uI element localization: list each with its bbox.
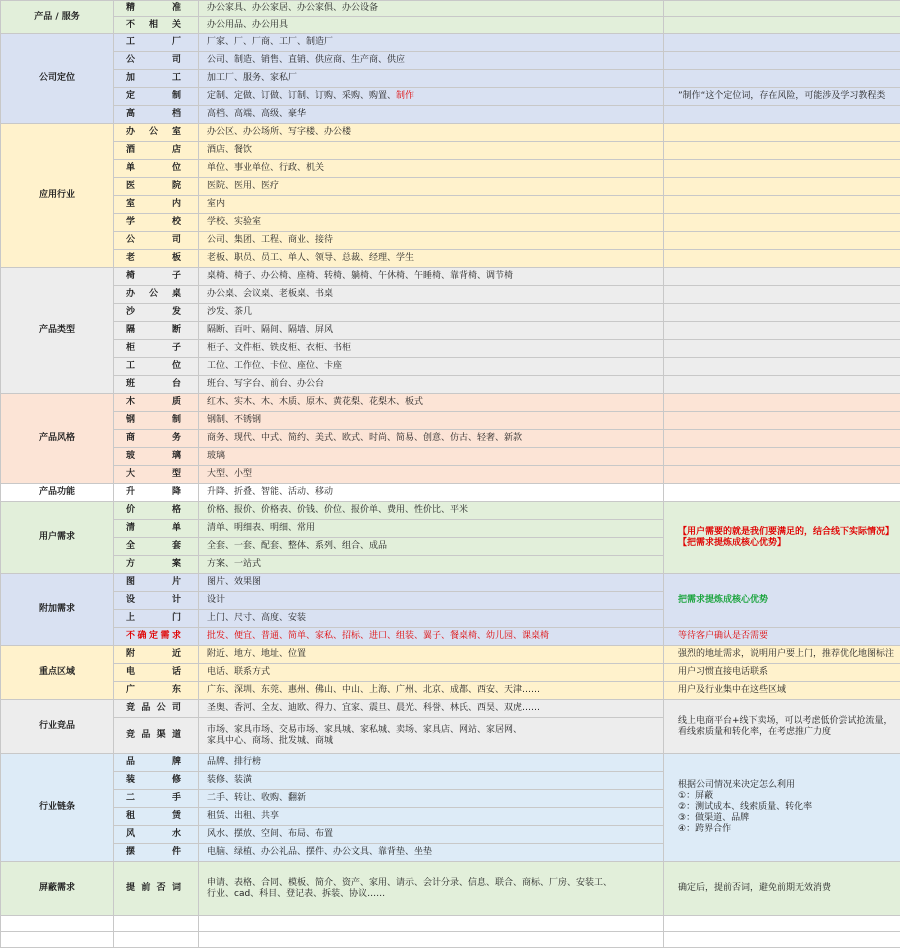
- subcategory-label: 品牌: [114, 754, 199, 772]
- keyword-cell: 办公区、办公场所、写字楼、办公楼: [199, 124, 664, 142]
- note-cell: [664, 286, 900, 304]
- note-cell: 确定后，提前否词，避免前期无效消费: [664, 862, 900, 916]
- subcategory-label: 升降: [114, 484, 199, 502]
- empty-cell: [199, 932, 664, 948]
- note-cell: [664, 160, 900, 178]
- subcategory-label: 公司: [114, 232, 199, 250]
- note-cell: 用户习惯直接电话联系: [664, 664, 900, 682]
- keyword-cell: 加工厂、服务、家私厂: [199, 70, 664, 88]
- empty-row: [1, 916, 900, 932]
- keyword-cell: 公司、集团、工程、商业、接待: [199, 232, 664, 250]
- table-row: [1, 214, 900, 232]
- keyword-cell: 红木、实木、木、木质、原木、黄花梨、花梨木、板式: [199, 394, 664, 412]
- subcategory-label: 摆件: [114, 844, 199, 862]
- note-cell: [664, 34, 900, 52]
- table-row: [1, 52, 900, 70]
- keyword-cell: 学校、实验室: [199, 214, 664, 232]
- note-cell: ”制作“这个定位词，存在风险，可能涉及学习教程类: [664, 88, 900, 106]
- keyword-cell: 设计: [199, 592, 664, 610]
- table-row: [1, 646, 900, 664]
- table-row: [1, 34, 900, 52]
- category-product-service: 产品 / 服务: [1, 1, 114, 34]
- keyword-cell: 班台、写字台、前台、办公台: [199, 376, 664, 394]
- table-row: [1, 376, 900, 394]
- note-cell: [664, 322, 900, 340]
- keyword-cell: 老板、职员、员工、单人、领导、总裁、经理、学生: [199, 250, 664, 268]
- category-key-region: 重点区域: [1, 646, 114, 700]
- keyword-cell: 大型、小型: [199, 466, 664, 484]
- note-cell: [664, 106, 900, 124]
- note-cell: [664, 124, 900, 142]
- keyword-cell: 清单、明细表、明细、常用: [199, 520, 664, 538]
- note-cell: [664, 340, 900, 358]
- keyword-cell: 风水、摆放、空间、布局、布置: [199, 826, 664, 844]
- table-row: [1, 574, 900, 592]
- subcategory-label: 价格: [114, 502, 199, 520]
- note-cell: [664, 466, 900, 484]
- keyword-cell: 厂家、厂、厂商、工厂、制造厂: [199, 34, 664, 52]
- note-cell: [664, 268, 900, 286]
- subcategory-label-uncertain: 不确定需求: [114, 628, 199, 646]
- note-cell: [664, 196, 900, 214]
- subcategory-label: 工位: [114, 358, 199, 376]
- keyword-cell: 办公家具、办公家居、办公家俱、办公设备: [199, 1, 664, 17]
- note-cell: [664, 70, 900, 88]
- subcategory-label: 玻璃: [114, 448, 199, 466]
- note-cell: 用户及行业集中在这些区域: [664, 682, 900, 700]
- subcategory-label: 电话: [114, 664, 199, 682]
- table-row: [1, 106, 900, 124]
- keyword-cell: 电脑、绿植、办公礼品、摆件、办公文具、靠背垫、坐垫: [199, 844, 664, 862]
- empty-cell: [114, 932, 199, 948]
- subcategory-label: 风水: [114, 826, 199, 844]
- subcategory-label: 学校: [114, 214, 199, 232]
- category-industry-competitors: 行业竞品: [1, 700, 114, 754]
- keyword-cell: 沙发、茶几: [199, 304, 664, 322]
- subcategory-label: 钢制: [114, 412, 199, 430]
- table-row: [1, 862, 900, 916]
- note-cell-uncertain: 等待客户确认是否需要: [664, 628, 900, 646]
- subcategory-label: 精准: [114, 1, 199, 17]
- subcategory-label: 租赁: [114, 808, 199, 826]
- keyword-cell: 医院、医用、医疗: [199, 178, 664, 196]
- subcategory-label: 班台: [114, 376, 199, 394]
- empty-row: [1, 932, 900, 948]
- note-cell: [664, 17, 900, 34]
- note-cell: [664, 412, 900, 430]
- keyword-cell: 市场、家具市场、交易市场、家具城、家私城、卖场、家具店、网站、家居网、 家具中心、商场、批发城、商城: [199, 718, 664, 754]
- subcategory-label: 隔断: [114, 322, 199, 340]
- note-cell: [664, 1, 900, 17]
- category-additional-demand: 附加需求: [1, 574, 114, 646]
- subcategory-label: 单位: [114, 160, 199, 178]
- keyword-cell: 高档、高端、高级、豪华: [199, 106, 664, 124]
- keyword-cell: 商务、现代、中式、简约、美式、欧式、时尚、简易、创意、仿古、轻奢、新款: [199, 430, 664, 448]
- subcategory-label: 商务: [114, 430, 199, 448]
- subcategory-label: 清单: [114, 520, 199, 538]
- subcategory-label: 竞品公司: [114, 700, 199, 718]
- subcategory-label: 办公室: [114, 124, 199, 142]
- note-cell: [664, 214, 900, 232]
- user-demand-note: 【用户需要的就是我们要满足的，结合线下实际情况】 【把需求提炼成核心优势】: [664, 502, 900, 574]
- table-row: [1, 682, 900, 700]
- subcategory-label: 沙发: [114, 304, 199, 322]
- keyword-cell: 钢制、不锈钢: [199, 412, 664, 430]
- note-cell: [664, 142, 900, 160]
- subcategory-label: 定制: [114, 88, 199, 106]
- note-cell: [664, 448, 900, 466]
- table-row: [1, 358, 900, 376]
- keyword-cell: 装修、装潢: [199, 772, 664, 790]
- category-industry-chain: 行业链条: [1, 754, 114, 862]
- table-row: [1, 124, 900, 142]
- keyword-cell: 办公用品、办公用具: [199, 17, 664, 34]
- note-cell: [664, 178, 900, 196]
- subcategory-label: 提前否词: [114, 862, 199, 916]
- keyword-cell: 上门、尺寸、高度、安装: [199, 610, 664, 628]
- subcategory-label: 竞品渠道: [114, 718, 199, 754]
- category-product-type: 产品类型: [1, 268, 114, 394]
- keyword-cell: 电话、联系方式: [199, 664, 664, 682]
- subcategory-label: 大型: [114, 466, 199, 484]
- keyword-cell: 工位、工作位、卡位、座位、卡座: [199, 358, 664, 376]
- table-row: [1, 88, 900, 106]
- table-row: [1, 268, 900, 286]
- note-cell: [664, 484, 900, 502]
- subcategory-label: 加工: [114, 70, 199, 88]
- category-blocked-demand: 屏蔽需求: [1, 862, 114, 916]
- table-row: [1, 286, 900, 304]
- table-row: [1, 430, 900, 448]
- table-row: [1, 340, 900, 358]
- table-row: [1, 448, 900, 466]
- competitor-note: 线上电商平台+线下卖场，可以考虑低价尝试抢流量， 看线索质量和转化率，在考虑推广力度: [664, 700, 900, 754]
- table-row: [1, 628, 900, 646]
- category-product-style: 产品风格: [1, 394, 114, 484]
- note-cell: [664, 394, 900, 412]
- subcategory-label: 老板: [114, 250, 199, 268]
- keyword-cell: 广东、深圳、东莞、惠州、佛山、中山、上海、广州、北京、成都、西安、天津……: [199, 682, 664, 700]
- subcategory-label: 木质: [114, 394, 199, 412]
- additional-demand-note: 把需求提炼成核心优势: [664, 574, 900, 628]
- subcategory-label: 设计: [114, 592, 199, 610]
- subcategory-label: 全套: [114, 538, 199, 556]
- note-cell: [664, 52, 900, 70]
- subcategory-label: 工厂: [114, 34, 199, 52]
- keyword-cell: 圣奥、香河、全友、迪欧、得力、宜家、震旦、晨光、科誉、林氏、西昊、双虎……: [199, 700, 664, 718]
- keyword-cell: 定制、定做、订做、订制、订购、采购、购置、制作: [199, 88, 664, 106]
- keyword-cell: 方案、一站式: [199, 556, 664, 574]
- subcategory-label: 附近: [114, 646, 199, 664]
- table-row: [1, 502, 900, 520]
- subcategory-label: 广东: [114, 682, 199, 700]
- subcategory-label: 柜子: [114, 340, 199, 358]
- keyword-cell: 全套、一套、配套、整体、系列、组合、成品: [199, 538, 664, 556]
- table-row: [1, 394, 900, 412]
- subcategory-label: 二手: [114, 790, 199, 808]
- keyword-cell: 附近、地方、地址、位置: [199, 646, 664, 664]
- category-product-function: 产品功能: [1, 484, 114, 502]
- table-row: [1, 304, 900, 322]
- keyword-cell: 办公桌、会议桌、老板桌、书桌: [199, 286, 664, 304]
- risky-keyword: 制作: [396, 91, 414, 101]
- note-cell: [664, 232, 900, 250]
- subcategory-label: 图片: [114, 574, 199, 592]
- subcategory-label: 公司: [114, 52, 199, 70]
- table-row: [1, 250, 900, 268]
- table-row: [1, 196, 900, 214]
- table-row: [1, 664, 900, 682]
- note-cell: [664, 250, 900, 268]
- subcategory-label: 方案: [114, 556, 199, 574]
- table-row: [1, 178, 900, 196]
- category-user-demand: 用户需求: [1, 502, 114, 574]
- note-cell: 强烈的地址需求，说明用户要上门，推荐优化地图标注: [664, 646, 900, 664]
- subcategory-label: 不相关: [114, 17, 199, 34]
- table-row: [1, 412, 900, 430]
- keyword-cell: 室内: [199, 196, 664, 214]
- subcategory-label: 酒店: [114, 142, 199, 160]
- note-cell: [664, 430, 900, 448]
- subcategory-label: 室内: [114, 196, 199, 214]
- keyword-cell: 品牌、排行榜: [199, 754, 664, 772]
- keyword-cell: 公司、制造、销售、直销、供应商、生产商、供应: [199, 52, 664, 70]
- table-row: [1, 17, 900, 34]
- empty-cell: [199, 916, 664, 932]
- keyword-cell: 桌椅、椅子、办公椅、座椅、转椅、躺椅、午休椅、午睡椅、靠背椅、调节椅: [199, 268, 664, 286]
- table-row: [1, 466, 900, 484]
- note-cell: [664, 358, 900, 376]
- industry-chain-note: 根据公司情况来决定怎么利用 ①：屏蔽 ②：测试成本、线索质量、转化率 ③：做渠道、品牌 ④：跨界合作: [664, 754, 900, 862]
- empty-cell: [114, 916, 199, 932]
- table-row: [1, 700, 900, 718]
- table-row: [1, 754, 900, 772]
- subcategory-label: 椅子: [114, 268, 199, 286]
- keyword-cell: 二手、转让、收购、翻新: [199, 790, 664, 808]
- empty-cell: [664, 916, 900, 932]
- table-row: [1, 70, 900, 88]
- subcategory-label: 高档: [114, 106, 199, 124]
- keyword-cell: 酒店、餐饮: [199, 142, 664, 160]
- table-row: [1, 484, 900, 502]
- keyword-cell: 图片、效果图: [199, 574, 664, 592]
- keyword-cell: 申请、表格、合同、模板、简介、资产、家用、请示、会计分录、信息、联合、商标、厂房、安装工、 行业、cad、科目、登记表、拆装、协议……: [199, 862, 664, 916]
- keyword-cell: 租赁、出租、共享: [199, 808, 664, 826]
- keyword-cell: 价格、报价、价格表、价钱、价位、报价单、费用、性价比、平米: [199, 502, 664, 520]
- subcategory-label: 装修: [114, 772, 199, 790]
- keyword-cell: 玻璃: [199, 448, 664, 466]
- table-row: [1, 232, 900, 250]
- keyword-cell: 升降、折叠、智能、活动、移动: [199, 484, 664, 502]
- subcategory-label: 办公桌: [114, 286, 199, 304]
- category-company-positioning: 公司定位: [1, 34, 114, 124]
- table-row: [1, 322, 900, 340]
- table-row: [1, 142, 900, 160]
- empty-cell: [1, 932, 114, 948]
- keyword-cell: 柜子、文件柜、铁皮柜、衣柜、书柜: [199, 340, 664, 358]
- category-application-industry: 应用行业: [1, 124, 114, 268]
- subcategory-label: 医院: [114, 178, 199, 196]
- empty-cell: [664, 932, 900, 948]
- empty-cell: [1, 916, 114, 932]
- note-cell: [664, 376, 900, 394]
- table-row: [1, 1, 900, 17]
- keyword-cell-uncertain: 批发、便宜、普通、简单、家私、招标、进口、组装、翼子、餐桌椅、幼儿园、课桌椅: [199, 628, 664, 646]
- keyword-cell: 单位、事业单位、行政、机关: [199, 160, 664, 178]
- subcategory-label: 上门: [114, 610, 199, 628]
- table-row: [1, 160, 900, 178]
- keyword-cell: 隔断、百叶、隔间、隔墙、屏风: [199, 322, 664, 340]
- note-cell: [664, 304, 900, 322]
